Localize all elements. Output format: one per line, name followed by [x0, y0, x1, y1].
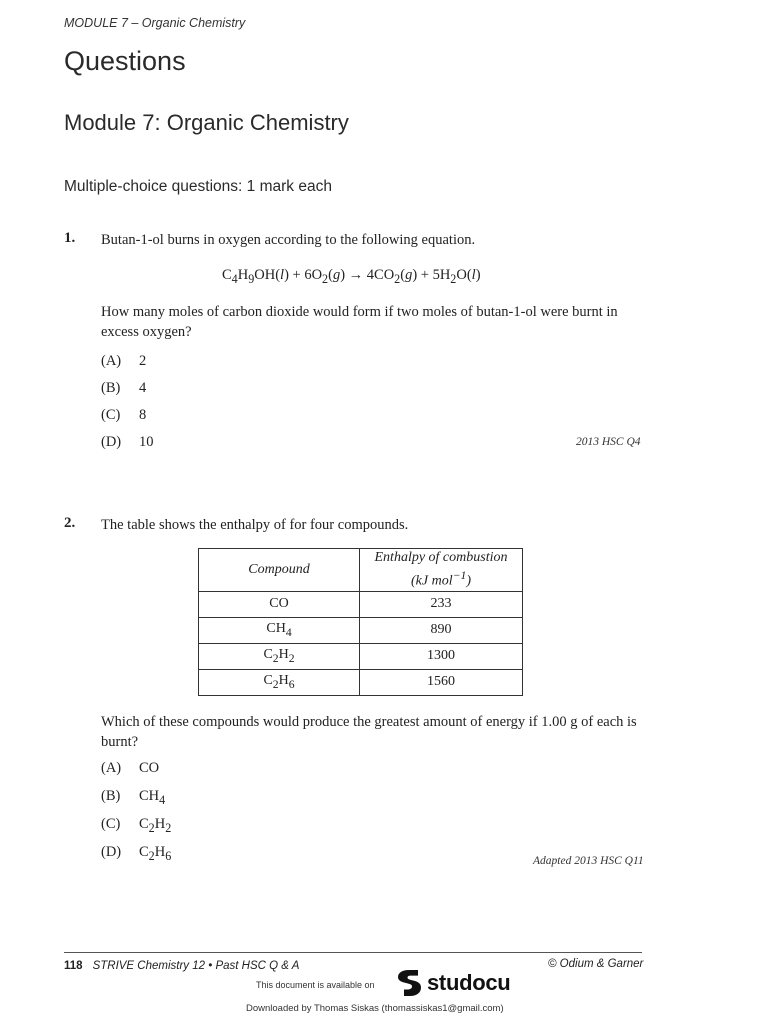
- question-2-text: Which of these compounds would produce the greatest amount of energy if 1.00 g of each is burnt?: [101, 714, 637, 750]
- option-value: $C_2H_2$: [139, 816, 172, 835]
- compound-cell: $C_2H_2$: [199, 643, 360, 669]
- downloaded-by: Downloaded by Thomas Siskas (thomassiskas1@gmail.com): [246, 1003, 504, 1014]
- option-label: (B): [101, 380, 121, 396]
- option-value: 8: [139, 407, 147, 423]
- q2-source: Adapted 2013 HSC Q11: [533, 855, 644, 867]
- question-2-intro: The table shows the enthalpy of for four compounds.: [101, 517, 409, 533]
- copyright: © Odium & Garner: [548, 958, 644, 970]
- enthalpy-cell: 1560: [360, 669, 523, 695]
- studocu-logo[interactable]: [394, 968, 510, 998]
- table-row: [199, 643, 523, 669]
- enthalpy-header-line1: Enthalpy of combustion: [374, 550, 508, 565]
- compound-cell: $CH_4$: [199, 617, 360, 643]
- q2-option-c[interactable]: [101, 816, 171, 836]
- enthalpy-header-unit: (kJ mol: [411, 573, 453, 589]
- q1-option-a[interactable]: [101, 353, 146, 370]
- question-1-text: How many moles of carbon dioxide would form if two moles of butan-1-ol were burnt in excess oxygen?: [101, 304, 618, 340]
- book-title: STRIVE Chemistry 12 • Past HSC Q & A: [92, 960, 300, 972]
- footer-divider: [64, 952, 642, 953]
- q1-option-c[interactable]: [101, 407, 146, 424]
- enthalpy-cell: 233: [360, 591, 523, 617]
- option-value: $C_2H_6$: [139, 844, 172, 863]
- q1-option-b[interactable]: [101, 380, 146, 397]
- option-value: $CH_4$: [139, 788, 166, 807]
- q1-option-d[interactable]: [101, 434, 154, 451]
- compound-cell: CO: [199, 591, 360, 617]
- page-number: 118: [64, 960, 83, 972]
- option-value: 10: [139, 434, 154, 450]
- option-value: CO: [139, 760, 160, 776]
- option-label: (B): [101, 788, 121, 804]
- studocu-wordmark: studocu: [427, 970, 511, 995]
- option-label: (A): [101, 353, 122, 369]
- table-row: [199, 591, 523, 617]
- running-head: MODULE 7 – Organic Chemistry: [64, 16, 246, 30]
- combustion-equation: $C_4H_9OH(l) + 6O_2(g) \to 4CO_2(g) + 5H_2O(l)$: [222, 267, 481, 286]
- enthalpy-cell: 1300: [360, 643, 523, 669]
- option-value: 2: [139, 353, 147, 369]
- footer-book-info: [64, 960, 299, 972]
- option-value: 4: [139, 380, 147, 396]
- compound-cell: $C_2H_6$: [199, 669, 360, 695]
- available-text: This document is available on: [256, 980, 375, 990]
- option-label: (C): [101, 816, 121, 832]
- q2-option-a[interactable]: [101, 760, 159, 777]
- enthalpy-header-unit-end: ): [466, 573, 471, 589]
- studocu-mark-icon: [394, 968, 424, 998]
- mc-heading: Multiple-choice questions: 1 mark each: [64, 178, 332, 195]
- enthalpy-cell: 890: [360, 617, 523, 643]
- enthalpy-header-unit-sup: −1: [452, 569, 467, 582]
- column-header-enthalpy: [360, 549, 523, 592]
- option-label: (D): [101, 434, 122, 450]
- option-label: (C): [101, 407, 121, 423]
- page-title: Questions: [64, 46, 186, 76]
- q2-option-d[interactable]: [101, 844, 171, 864]
- table-row: [199, 617, 523, 643]
- question-2-number: 2.: [64, 515, 76, 531]
- option-label: (A): [101, 760, 122, 776]
- enthalpy-table: [198, 548, 523, 696]
- table-header-row: [199, 549, 523, 592]
- module-title: Module 7: Organic Chemistry: [64, 110, 349, 135]
- q2-option-b[interactable]: [101, 788, 165, 808]
- column-header-compound: Compound: [199, 549, 360, 592]
- question-1-number: 1.: [64, 230, 76, 246]
- question-1-intro: Butan-1-ol burns in oxygen according to the following equation.: [101, 232, 476, 248]
- table-row: [199, 669, 523, 695]
- option-label: (D): [101, 844, 122, 860]
- q1-source: 2013 HSC Q4: [576, 436, 641, 448]
